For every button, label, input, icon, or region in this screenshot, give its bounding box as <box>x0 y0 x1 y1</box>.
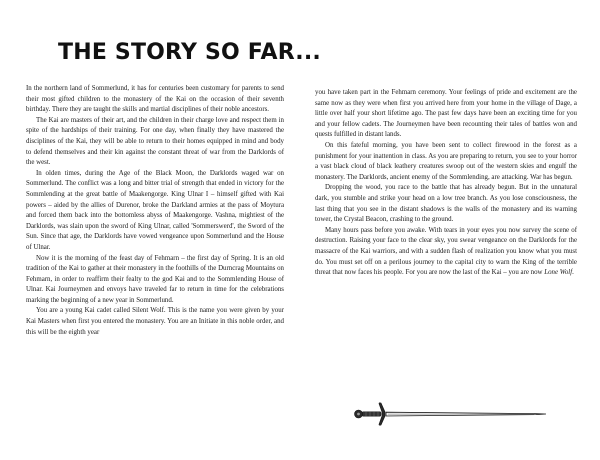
right-column <box>315 88 577 279</box>
paragraph: you have taken part in the Fehmarn ceremony. Your feelings of pride and excitement are the same now as they were when first you arrived here from your home in the village of Dage, a little over half your short lifetime ago. The past few days have been an exciting time for you and your fellow cadets. The Journeymen have been recounting their tales of battles won and quests fulfilled in distant lands. <box>315 89 577 139</box>
page-title: THE STORY SO FAR... <box>58 40 321 65</box>
lone-wolf-name: Lone Wolf <box>544 269 573 277</box>
paragraph: The Kai are masters of their art, and the children in their charge love and respect them in spite of the hardships of their training. For one day, when finally they have mastered the disciplines of the Kai, they will be able to return to their homes equipped in mind and body to defend themselves and their kin against the constant threat of war from the Darklords of the west. <box>26 116 284 167</box>
paragraph: In the northern land of Sommerlund, it has for centuries been customary for parents to send their most gifted children to the monastery of the Kai on the occasion of their seventh birthday. There they are taught the skills and martial disciplines of their noble ancestors. <box>26 85 284 114</box>
paragraph: Dropping the wood, you race to the battle that has already begun. But in the unnatural dark, you stumble and strike your head on a low tree branch. As you lose consciousness, the last thing that you see in the distant shadows is the walls of the monastery and its warning tower, the Crystal Beacon, crashing to the ground. <box>315 184 577 224</box>
paragraph: In olden times, during the Age of the Black Moon, the Darklords waged war on Sommerlund. The conflict was a long and bitter trial of strength that ended in victory for the Sommlending at the great battle of Maakengorge. King Ulnar I – himself gifted with Kai powers – aided by the allies of Durenor, broke the Darkland armies at the pass of Moytura and forced them back into the bottomless abyss of Maakengorge. Vashna, mightiest of the Darklords, was slain upon the sword of King Ulnar, called 'Sommerswerd', the Sword of the Sun. Since that age, the Darklords have vowed vengeance upon Sommerlund and the House of Ulnar. <box>26 169 284 251</box>
paragraph: On this fateful morning, you have been sent to collect firewood in the forest as a punishment for your inattention in class. As you are preparing to return, you see to your horror a vast black cloud of black leathery creatures swoop out of the western skies and engulf the monastery. The Darklords, ancient enemy of the Sommlending, are attacking. War has begun. <box>315 141 577 181</box>
closing-punctuation: . <box>572 269 574 277</box>
paragraph: You are a young Kai cadet called Silent Wolf. This is the name you were given by your Kai Masters when first you entered the monastery. You are an Initiate in this noble order, and this will be the eighth year <box>26 307 284 336</box>
sword-icon <box>348 400 548 428</box>
paragraph: Now it is the morning of the feast day of Fehmarn – the first day of Spring. It is an old tradition of the Kai to gather at their monastery in the foothills of the Durncrag Mountains on Fehmarn, in order to reaffirm their fealty to the god Kai and to the Sommlending House of Ulnar. Kai Journeymen and envoys have traveled far to return in time for the celebrations marking the beginning of a new year in Sommerlund. <box>26 254 284 304</box>
left-column <box>26 84 284 338</box>
final-paragraph <box>315 226 577 279</box>
paragraph-text: Many hours pass before you awake. With tears in your eyes you now survey the scene of destruction. Raising your face to the clear sky, you swear vengeance on the Darklords for the massacre of the Kai warriors, and with a sudden flash of realization you know what you must do. You must set off on a perilous journey to the capital city to warn the King of the terrible threat that now faces his people. For you are now the last of the Kai – you are now <box>315 226 577 277</box>
